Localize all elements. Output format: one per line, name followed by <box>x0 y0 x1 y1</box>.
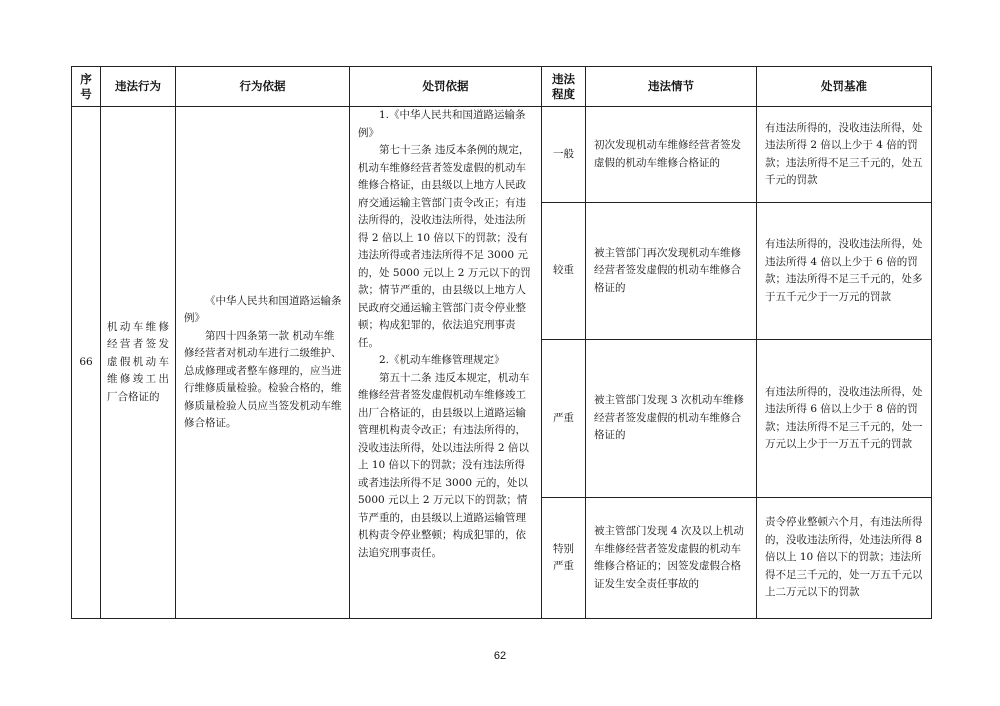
row-basis <box>176 107 350 619</box>
basis-title: 《中华人民共和国道路运输条例》 <box>184 294 342 324</box>
row-seq: 66 <box>72 107 101 619</box>
standard-level-4: 责令停业整顿六个月，有违法所得的，没收违法所得，处违法所得 8 倍以上 10 倍以下的罚款；违法所得不足三千元的，处一万五千元以上二万元以下的罚款 <box>757 498 932 619</box>
header-standard: 处罚基准 <box>757 67 932 107</box>
standard-level-3: 有违法所得的，没收违法所得，处违法所得 6 倍以上少于 8 倍的罚款；违法所得不足三千元的，处一万元以上少于一万五千元的罚款 <box>757 340 932 498</box>
header-basis: 行为依据 <box>176 67 350 107</box>
header-plot: 违法情节 <box>586 67 757 107</box>
plot-level-2: 被主管部门再次发现机动车维修经营者签发虚假的机动车维修合格证的 <box>586 203 757 340</box>
penalty-standard-table <box>71 66 932 619</box>
standard-level-2: 有违法所得的，没收违法所得，处违法所得 4 倍以上少于 6 倍的罚款；违法所得不足三千元的，处多于五千元少于一万元的罚款 <box>757 203 932 340</box>
degree-level-3: 严重 <box>542 340 586 498</box>
header-penalty: 处罚依据 <box>350 67 542 107</box>
plot-level-1: 初次发现机动车维修经营者签发虚假的机动车维修合格证的 <box>586 107 757 203</box>
penalty-2-body: 第五十二条 违反本规定，机动车维修经营者签发虚假机动车维修竣工出厂合格证的，由县级以上道路运输管理机构责令改正；有违法所得的，没收违法所得，处以违法所得 2 倍以上 10 倍以下的罚款；没有违法所得或者违法所得不足 3000 元的，处以 5000 元以上 2 万元以下的罚款；情节严重的，由县级以上道路运输管理机构责令停业整顿；构成犯罪的，依法追究刑事责任。 <box>358 371 530 559</box>
header-seq: 序号 <box>72 67 101 107</box>
table-row <box>72 107 932 203</box>
plot-level-3: 被主管部门发现 3 次机动车维修经营者签发虚假的机动车维修合格证的 <box>586 340 757 498</box>
row-violation-act: 机动车维修经营者签发虚假机动车维修竣工出厂合格证的 <box>101 107 176 619</box>
header-row <box>72 67 932 107</box>
page-number: 62 <box>493 650 507 662</box>
degree-level-4: 特别严重 <box>542 498 586 619</box>
standard-level-1: 有违法所得的，没收违法所得，处违法所得 2 倍以上少于 4 倍的罚款；违法所得不足三千元的，处五千元的罚款 <box>757 107 932 203</box>
plot-level-4: 被主管部门发现 4 次及以上机动车维修经营者签发虚假的机动车维修合格证的；因签发虚假合格证发生安全责任事故的 <box>586 498 757 619</box>
degree-level-1: 一般 <box>542 107 586 203</box>
header-act: 违法行为 <box>101 67 176 107</box>
basis-body: 第四十四条第一款 机动车维修经营者对机动车进行二级维护、总成修理或者整车修理的，应当进行维修质量检验。检验合格的，维修质量检验人员应当签发机动车维修合格证。 <box>184 329 342 429</box>
row-penalty-basis <box>350 107 542 619</box>
header-degree: 违法程度 <box>542 67 586 107</box>
penalty-2-title: 2.《机动车维修管理规定》 <box>379 354 505 366</box>
penalty-1-body: 第七十三条 违反本条例的规定，机动车维修经营者签发虚假的机动车维修合格证，由县级以上地方人民政府交通运输主管部门责令改正；有违法所得的，没收违法所得，处违法所得 2 倍以上 10 倍以下的罚款；没有违法所得或者违法所得不足 3000 元的，处 5000 元以上 2 万元以下的罚款；情节严重的，由县级以上地方人民政府交通运输主管部门责令停业整顿；构成犯罪的，依法追究刑事责任。 <box>358 144 531 349</box>
degree-level-2: 较重 <box>542 203 586 340</box>
penalty-1-title: 1.《中华人民共和国道路运输条例》 <box>358 109 526 139</box>
